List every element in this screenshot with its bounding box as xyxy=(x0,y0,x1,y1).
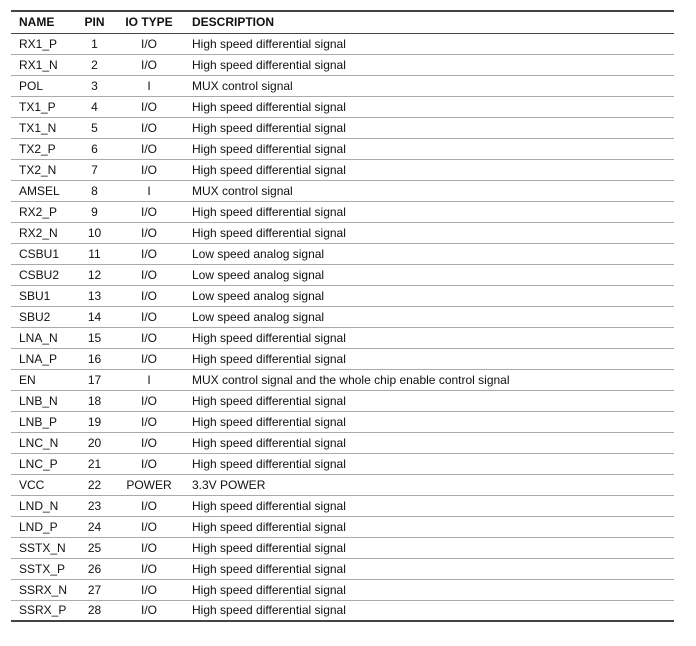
pin-number-cell: 21 xyxy=(87,456,102,471)
pin-name-cell: RX1_P xyxy=(19,36,58,51)
description-cell: High speed differential signal xyxy=(192,393,346,408)
table-row xyxy=(11,159,674,180)
io-type-cell: I/O xyxy=(140,498,157,513)
pin-name-cell: LND_P xyxy=(19,519,58,534)
table-row xyxy=(11,600,674,621)
pin-number-cell: 10 xyxy=(87,225,102,240)
column-header-name: NAME xyxy=(19,15,55,30)
pin-number-cell: 3 xyxy=(91,78,98,93)
table-row xyxy=(11,390,674,411)
pin-number-cell: 18 xyxy=(87,393,102,408)
description-cell: High speed differential signal xyxy=(192,561,346,576)
table-row xyxy=(11,54,674,75)
table-row xyxy=(11,201,674,222)
io-type-cell: I/O xyxy=(140,561,157,576)
io-type-cell: I/O xyxy=(140,141,157,156)
pin-name-cell: LNC_N xyxy=(19,435,59,450)
description-cell: Low speed analog signal xyxy=(192,288,325,303)
description-cell: High speed differential signal xyxy=(192,330,346,345)
pin-name-cell: SBU1 xyxy=(19,288,51,303)
io-type-cell: I/O xyxy=(140,57,157,72)
pin-number-cell: 20 xyxy=(87,435,102,450)
table-row xyxy=(11,96,674,117)
pin-number-cell: 8 xyxy=(91,183,98,198)
description-cell: MUX control signal xyxy=(192,183,293,198)
description-cell: High speed differential signal xyxy=(192,540,346,555)
io-type-cell: I/O xyxy=(140,162,157,177)
description-cell: High speed differential signal xyxy=(192,57,346,72)
pin-name-cell: LNC_P xyxy=(19,456,58,471)
table-row xyxy=(11,516,674,537)
pin-name-cell: LNB_N xyxy=(19,393,58,408)
io-type-cell: I/O xyxy=(140,246,157,261)
column-header-io-type: IO TYPE xyxy=(125,15,173,30)
description-cell: High speed differential signal xyxy=(192,603,346,618)
pin-number-cell: 6 xyxy=(91,141,98,156)
io-type-cell: I/O xyxy=(140,414,157,429)
pin-name-cell: TX2_P xyxy=(19,141,56,156)
description-cell: High speed differential signal xyxy=(192,141,346,156)
pin-number-cell: 11 xyxy=(88,246,101,261)
description-cell: Low speed analog signal xyxy=(192,246,325,261)
table-row xyxy=(11,243,674,264)
pin-name-cell: SSRX_N xyxy=(19,582,68,597)
pin-number-cell: 19 xyxy=(87,414,102,429)
table-row xyxy=(11,432,674,453)
pin-name-cell: SSTX_N xyxy=(19,540,66,555)
description-cell: High speed differential signal xyxy=(192,582,346,597)
table-row xyxy=(11,558,674,579)
pin-number-cell: 17 xyxy=(87,372,102,387)
pin-name-cell: EN xyxy=(19,372,36,387)
table-row xyxy=(11,537,674,558)
table-row xyxy=(11,117,674,138)
pin-name-cell: RX2_N xyxy=(19,225,58,240)
pin-number-cell: 15 xyxy=(87,330,102,345)
description-cell: High speed differential signal xyxy=(192,519,346,534)
pin-name-cell: POL xyxy=(19,78,44,93)
pin-number-cell: 26 xyxy=(87,561,102,576)
table-row xyxy=(11,75,674,96)
pin-name-cell: LNA_N xyxy=(19,330,58,345)
pin-name-cell: LND_N xyxy=(19,498,59,513)
description-cell: Low speed analog signal xyxy=(192,309,325,324)
io-type-cell: POWER xyxy=(126,477,172,492)
pin-name-cell: AMSEL xyxy=(19,183,60,198)
pin-number-cell: 13 xyxy=(87,288,102,303)
description-cell: High speed differential signal xyxy=(192,99,346,114)
description-cell: High speed differential signal xyxy=(192,414,346,429)
pin-number-cell: 9 xyxy=(91,204,98,219)
table-row xyxy=(11,33,674,54)
table-row xyxy=(11,453,674,474)
description-cell: High speed differential signal xyxy=(192,351,346,366)
io-type-cell: I/O xyxy=(140,288,157,303)
io-type-cell: I/O xyxy=(140,582,157,597)
pin-number-cell: 14 xyxy=(87,309,102,324)
pin-number-cell: 12 xyxy=(87,267,102,282)
pin-number-cell: 24 xyxy=(87,519,102,534)
pin-name-cell: SBU2 xyxy=(19,309,51,324)
description-cell: High speed differential signal xyxy=(192,225,346,240)
header-row xyxy=(11,11,674,33)
io-type-cell: I/O xyxy=(140,36,157,51)
table-row xyxy=(11,306,674,327)
description-cell: High speed differential signal xyxy=(192,498,346,513)
io-type-cell: I/O xyxy=(140,225,157,240)
pin-number-cell: 4 xyxy=(91,99,98,114)
table-row xyxy=(11,138,674,159)
pin-name-cell: CSBU2 xyxy=(19,267,60,282)
pin-number-cell: 1 xyxy=(91,36,98,51)
table-row xyxy=(11,579,674,600)
pin-number-cell: 5 xyxy=(91,120,98,135)
table-row xyxy=(11,264,674,285)
io-type-cell: I/O xyxy=(140,393,157,408)
table-row xyxy=(11,411,674,432)
table-row xyxy=(11,348,674,369)
io-type-cell: I/O xyxy=(140,519,157,534)
description-cell: High speed differential signal xyxy=(192,456,346,471)
pin-name-cell: TX2_N xyxy=(19,162,57,177)
io-type-cell: I/O xyxy=(140,309,157,324)
io-type-cell: I/O xyxy=(140,120,157,135)
io-type-cell: I/O xyxy=(140,204,157,219)
pin-number-cell: 22 xyxy=(87,477,102,492)
io-type-cell: I/O xyxy=(140,435,157,450)
table-row xyxy=(11,327,674,348)
io-type-cell: I xyxy=(147,78,151,93)
table-header xyxy=(11,11,674,33)
pin-number-cell: 23 xyxy=(87,498,102,513)
pin-number-cell: 27 xyxy=(87,582,102,597)
pin-description-table-container xyxy=(11,10,674,622)
pin-name-cell: TX1_P xyxy=(19,99,56,114)
io-type-cell: I/O xyxy=(140,351,157,366)
table-body xyxy=(11,33,674,621)
description-cell: 3.3V POWER xyxy=(192,477,266,492)
pin-name-cell: RX1_N xyxy=(19,57,58,72)
description-cell: High speed differential signal xyxy=(192,120,346,135)
description-cell: High speed differential signal xyxy=(192,435,346,450)
pin-description-table xyxy=(11,10,674,622)
pin-name-cell: RX2_P xyxy=(19,204,58,219)
io-type-cell: I/O xyxy=(140,540,157,555)
description-cell: High speed differential signal xyxy=(192,204,346,219)
io-type-cell: I/O xyxy=(140,267,157,282)
io-type-cell: I/O xyxy=(140,330,157,345)
io-type-cell: I xyxy=(147,183,151,198)
description-cell: High speed differential signal xyxy=(192,162,346,177)
table-row xyxy=(11,180,674,201)
description-cell: MUX control signal and the whole chip enable control signal xyxy=(192,372,510,387)
pin-name-cell: VCC xyxy=(19,477,45,492)
table-row xyxy=(11,474,674,495)
pin-number-cell: 28 xyxy=(87,603,102,618)
pin-name-cell: SSTX_P xyxy=(19,561,66,576)
pin-name-cell: LNB_P xyxy=(19,414,58,429)
pin-number-cell: 25 xyxy=(87,540,102,555)
io-type-cell: I/O xyxy=(140,99,157,114)
table-row xyxy=(11,222,674,243)
pin-name-cell: TX1_N xyxy=(19,120,57,135)
pin-number-cell: 7 xyxy=(91,162,98,177)
pin-number-cell: 2 xyxy=(91,57,98,72)
io-type-cell: I/O xyxy=(140,456,157,471)
column-header-pin: PIN xyxy=(84,15,105,30)
table-row xyxy=(11,495,674,516)
io-type-cell: I/O xyxy=(140,603,157,618)
description-cell: MUX control signal xyxy=(192,78,293,93)
table-row xyxy=(11,369,674,390)
pin-name-cell: SSRX_P xyxy=(19,603,67,618)
description-cell: Low speed analog signal xyxy=(192,267,325,282)
pin-name-cell: LNA_P xyxy=(19,351,58,366)
table-row xyxy=(11,285,674,306)
column-header-description: DESCRIPTION xyxy=(192,15,275,30)
io-type-cell: I xyxy=(147,372,151,387)
pin-number-cell: 16 xyxy=(87,351,102,366)
pin-name-cell: CSBU1 xyxy=(19,246,60,261)
description-cell: High speed differential signal xyxy=(192,36,346,51)
